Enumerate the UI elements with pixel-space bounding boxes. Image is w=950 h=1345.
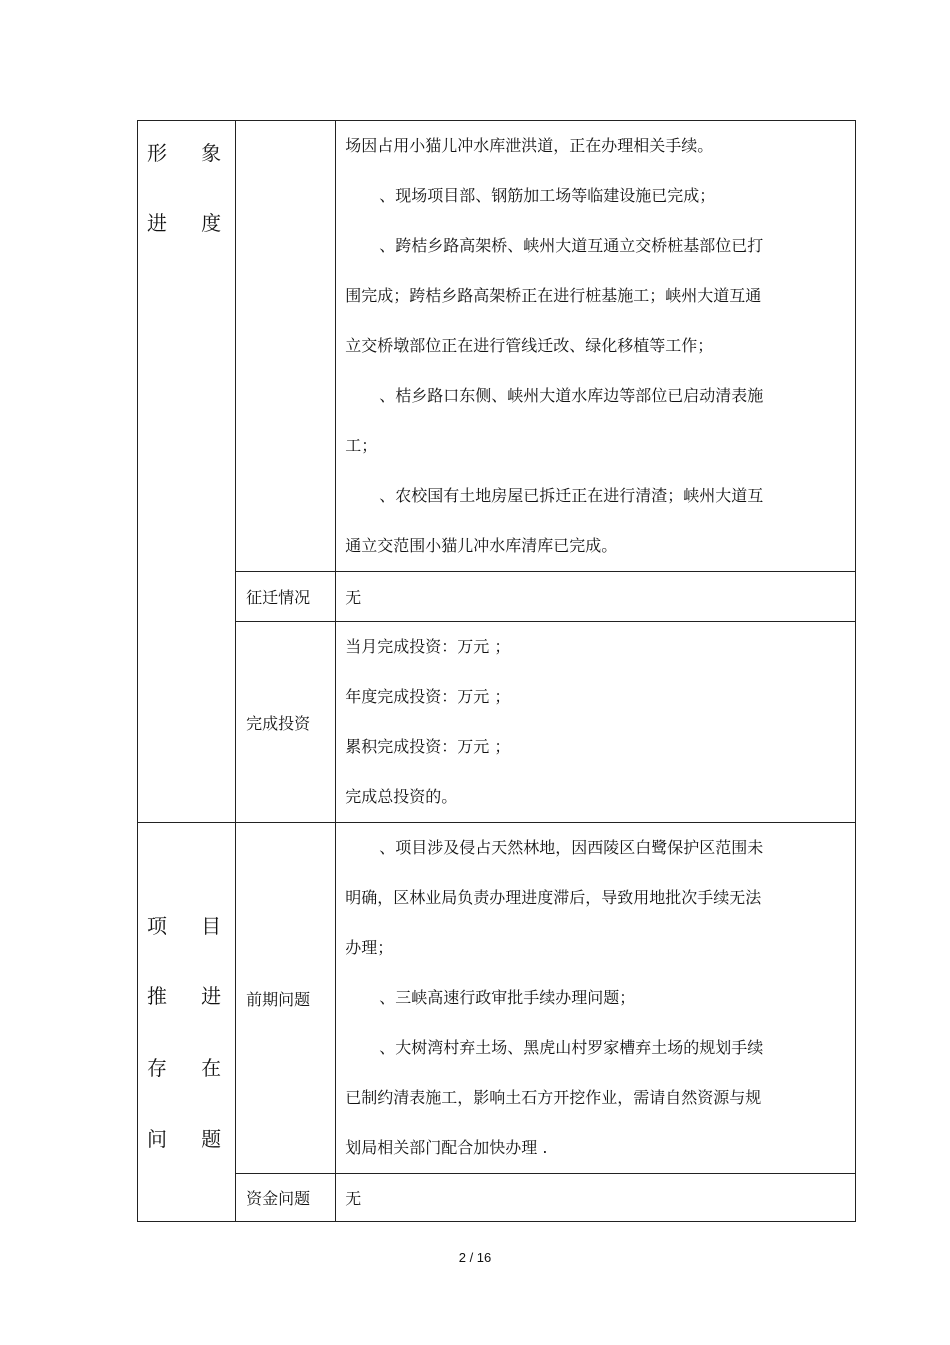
progress-content [336,121,856,572]
content-line: 累积完成投资：万元 ； [345,737,511,756]
content-line: 、三峡高速行政审批手续办理问题； [379,988,636,1007]
content-line: 、现场项目部、钢筋加工场等临建设施已完成； [379,186,716,205]
report-table [137,120,856,1222]
label-line: 进 度 [147,211,222,235]
content-line: 当月完成投资：万元 ； [345,637,511,656]
progress-group-label [138,121,236,823]
content-line: 、项目涉及侵占天然林地，因西陵区白鹭保护区范围未 [379,838,764,857]
investment-row [138,622,856,823]
content-line: 年度完成投资：万元 ； [345,687,511,706]
page-number: 2 / 16 [458,1250,492,1265]
label-line: 问 题 [147,1127,222,1151]
preliminary-label: 前期问题 [236,823,336,1174]
funding-value: 无 [336,1174,856,1222]
content-line: 、大树湾村弃土场、黑虎山村罗家槽弃土场的规划手续 [379,1038,764,1057]
funding-label: 资金问题 [236,1174,336,1222]
progress-sublabel-empty [236,121,336,572]
issues-group-label [138,823,236,1222]
funding-row [138,1174,856,1222]
content-line: 、桔乡路口东侧、峡州大道水库边等部位已启动清表施 [379,386,764,405]
content-line: 、跨桔乡路高架桥、峡州大道互通立交桥桩基部位已打 [379,236,764,255]
preliminary-row [138,823,856,1174]
investment-content [336,622,856,823]
content-line: 工； [345,436,378,455]
label-line: 形 象 [147,141,222,165]
label-line: 存 在 [147,1056,222,1080]
relocation-value: 无 [336,572,856,622]
progress-row [138,121,856,572]
preliminary-content [336,823,856,1174]
content-line: 明确，区林业局负责办理进度滞后，导致用地批次手续无法 [345,888,762,907]
content-line: 立交桥墩部位正在进行管线迁改、绿化移植等工作； [345,336,714,355]
content-line: 划局相关部门配合加快办理 . [345,1138,548,1157]
content-line: 围完成；跨桔乡路高架桥正在进行桩基施工；峡州大道互通 [345,286,762,305]
relocation-label: 征迁情况 [236,572,336,622]
label-line: 项 目 [147,914,222,938]
content-line: 办理； [345,938,394,957]
relocation-row [138,572,856,622]
content-line: 已制约清表施工，影响土石方开挖作业，需请自然资源与规 [345,1088,762,1107]
content-line: 、农校国有土地房屋已拆迁正在进行清渣；峡州大道互 [379,486,764,505]
content-line: 场因占用小猫儿冲水库泄洪道，正在办理相关手续。 [345,136,714,155]
content-line: 通立交范围小猫儿冲水库清库已完成。 [345,536,618,555]
label-line: 推 进 [147,984,222,1008]
investment-label: 完成投资 [236,622,336,823]
content-line: 完成总投资的。 [345,787,458,806]
